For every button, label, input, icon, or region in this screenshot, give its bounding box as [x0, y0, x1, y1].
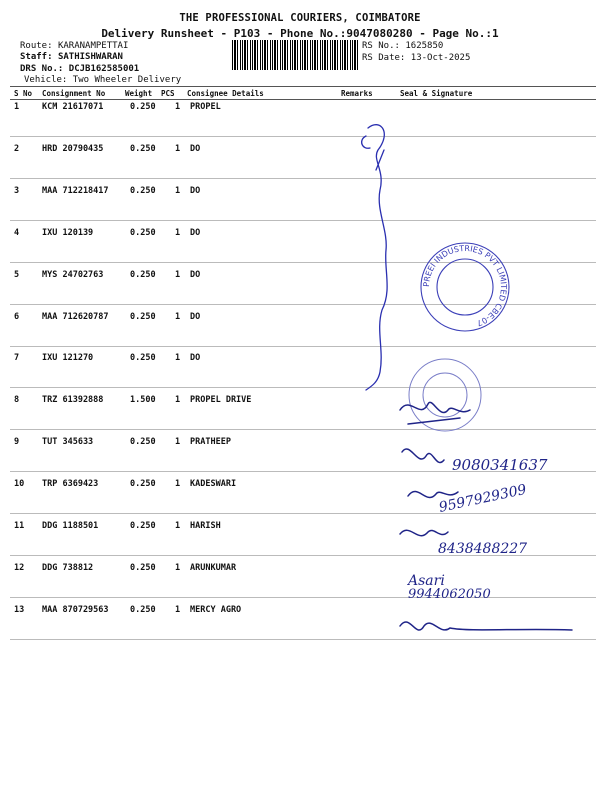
- cell-pcs: 1: [175, 395, 181, 406]
- cell-consignment: TUT 345633: [42, 437, 94, 448]
- handwritten-phone-10: 9597929309: [437, 481, 528, 516]
- cell-consignment: KCM 21617071: [42, 102, 104, 112]
- cell-weight: 1.500: [130, 395, 156, 406]
- cell-pcs: 1: [175, 143, 181, 154]
- cell-sno: 10: [14, 479, 25, 490]
- rs-date-line: RS Date: 13-Oct-2025: [362, 53, 471, 63]
- stamp-inner-ring: [437, 259, 493, 315]
- cell-consignee: DO: [190, 269, 201, 280]
- vehicle-value: Two Wheeler Delivery: [72, 75, 182, 85]
- cell-pcs: 1: [175, 102, 181, 112]
- cell-consignment: TRZ 61392888: [42, 395, 104, 406]
- cell-pcs: 1: [175, 479, 181, 490]
- cell-weight: 0.250: [130, 437, 156, 448]
- signature-loop-1: [362, 136, 370, 148]
- cell-weight: 0.250: [130, 143, 156, 154]
- route-value: KARANAMPETTAI: [57, 41, 129, 51]
- route-line: Route: KARANAMPETTAI: [20, 41, 129, 51]
- cell-consignment: DDG 738812: [42, 562, 94, 573]
- handwritten-phone-9: 9080341637: [452, 456, 548, 474]
- cell-sno: 5: [14, 269, 20, 280]
- cell-consignee: PRATHEEP: [190, 437, 231, 448]
- cell-weight: 0.250: [130, 227, 156, 238]
- cell-sno: 2: [14, 143, 20, 154]
- cell-consignee: KADESWARI: [190, 479, 237, 490]
- cell-consignee: DO: [190, 227, 201, 238]
- signature-13: [400, 622, 572, 630]
- cell-sno: 9: [14, 437, 20, 448]
- cell-weight: 0.250: [130, 102, 156, 112]
- cell-consignee: HARISH: [190, 521, 221, 531]
- rs-no-value: 1625850: [405, 41, 444, 51]
- cell-sno: 3: [14, 185, 20, 196]
- cell-pcs: 1: [175, 269, 181, 280]
- cell-consignment: MAA 712218417: [42, 185, 109, 196]
- stamp-outer-ring: [421, 243, 509, 331]
- cell-sno: 6: [14, 311, 20, 322]
- cell-sno: 13: [14, 604, 25, 615]
- cell-weight: 0.250: [130, 185, 156, 196]
- cell-pcs: 1: [175, 562, 181, 573]
- cell-pcs: 1: [175, 437, 181, 448]
- cell-sno: 11: [14, 521, 25, 531]
- col-seal: Seal & Signature: [400, 89, 473, 98]
- cell-consignment: DDG 1188501: [42, 521, 99, 531]
- cell-pcs: 1: [175, 227, 181, 238]
- cell-consignee: PROPEL: [190, 102, 221, 112]
- vehicle-line: Vehicle: Two Wheeler Delivery: [24, 75, 182, 85]
- cell-weight: 0.250: [130, 521, 156, 531]
- cell-sno: 1: [14, 102, 20, 112]
- cell-weight: 0.250: [130, 269, 156, 280]
- cell-consignment: IXU 121270: [42, 353, 94, 364]
- cell-weight: 0.250: [130, 479, 156, 490]
- cell-consignment: HRD 20790435: [42, 143, 104, 154]
- stamp-text: PREEI INDUSTRIES PVT LIMITED CBE-07: [421, 243, 509, 328]
- cell-consignee: PROPEL DRIVE: [190, 395, 252, 406]
- cell-weight: 0.250: [130, 604, 156, 615]
- rs-date-value: 13-Oct-2025: [410, 53, 471, 63]
- cell-consignee: DO: [190, 143, 201, 154]
- col-consignment: Consignment No: [42, 89, 106, 98]
- cell-pcs: 1: [175, 604, 181, 615]
- cell-consignee: DO: [190, 185, 201, 196]
- col-remarks: Remarks: [341, 89, 373, 98]
- cell-pcs: 1: [175, 521, 181, 531]
- cell-consignment: MAA 712620787: [42, 311, 109, 322]
- col-consignee: Consignee Details: [187, 89, 264, 98]
- cell-consignment: MYS 24702763: [42, 269, 104, 280]
- company-title: THE PROFESSIONAL COURIERS, COIMBATORE: [179, 12, 421, 24]
- cell-sno: 4: [14, 227, 20, 238]
- cell-consignee: MERCY AGRO: [190, 604, 242, 615]
- cell-weight: 0.250: [130, 353, 156, 364]
- cell-sno: 12: [14, 562, 25, 573]
- cell-sno: 8: [14, 395, 20, 406]
- cell-consignment: TRP 6369423: [42, 479, 99, 490]
- cell-pcs: 1: [175, 311, 181, 322]
- handwritten-phone-12: 9944062050: [408, 587, 491, 602]
- handwritten-phone-11: 8438488227: [438, 541, 528, 557]
- signature-bracket: [366, 125, 387, 390]
- cell-pcs: 1: [175, 353, 181, 364]
- col-sno: S No: [14, 89, 33, 98]
- cell-weight: 0.250: [130, 311, 156, 322]
- cell-consignee: DO: [190, 353, 201, 364]
- runsheet-subtitle: Delivery Runsheet - P103 - Phone No.:9047080280 - Page No.:1: [101, 27, 499, 40]
- cell-consignment: IXU 120139: [42, 227, 94, 238]
- staff-line: Staff: SATHISHWARAN: [20, 52, 123, 62]
- signature-11: [400, 530, 448, 535]
- col-weight: Weight: [125, 89, 153, 98]
- signature-9: [402, 449, 444, 463]
- handwritten-name-12: Asari: [408, 573, 445, 589]
- drs-line: DRS No.: DCJB162585001: [20, 64, 140, 74]
- col-pcs: PCS: [161, 89, 175, 98]
- cell-consignee: ARUNKUMAR: [190, 562, 237, 573]
- staff-value: SATHISHWARAN: [57, 52, 123, 62]
- cell-pcs: 1: [175, 185, 181, 196]
- cell-consignee: DO: [190, 311, 201, 322]
- signature-8: [400, 402, 470, 424]
- company-stamp: [421, 243, 509, 331]
- cell-consignment: MAA 870729563: [42, 604, 109, 615]
- cell-weight: 0.250: [130, 562, 156, 573]
- cell-sno: 7: [14, 353, 20, 364]
- rs-no-line: RS No.: 1625850: [362, 41, 444, 51]
- drs-value: DCJB162585001: [68, 64, 140, 74]
